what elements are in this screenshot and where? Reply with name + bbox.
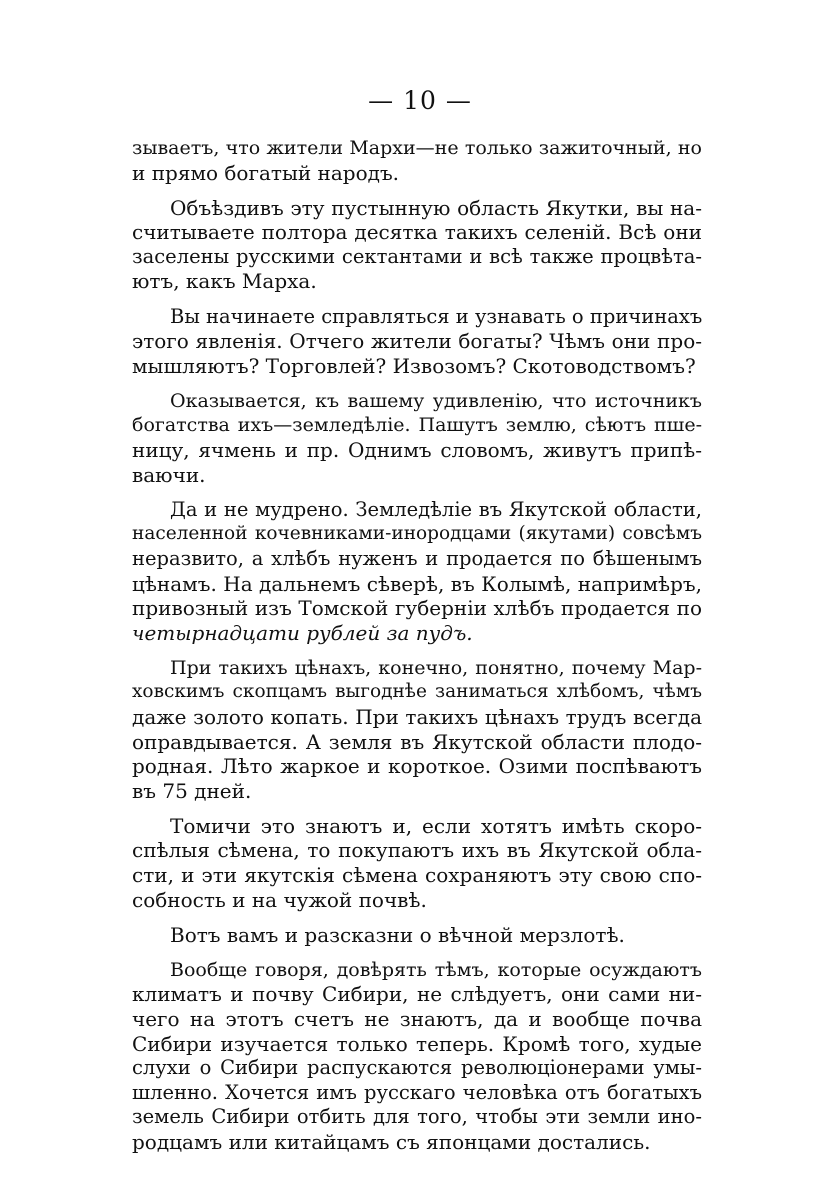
paragraph-gap xyxy=(132,645,702,656)
text-line: сти, и эти якутскія сѣмена сохраняютъ эту свою спо- xyxy=(132,863,702,888)
paragraph-gap xyxy=(132,378,702,389)
text-line: ницу, ячмень и пр. Однимъ словомъ, живутъ припѣ- xyxy=(132,438,702,463)
text-line: ютъ, какъ Марха. xyxy=(132,269,317,294)
text-line: четырнадцати рублей за пудъ. xyxy=(132,620,473,645)
paragraph-gap xyxy=(132,912,702,923)
text-line: При такихъ цѣнахъ, конечно, понятно, почему Мар- xyxy=(170,656,702,679)
text-line: цѣнамъ. На дальнемъ сѣверѣ, въ Колымѣ, напримѣръ, xyxy=(132,571,702,596)
paragraph xyxy=(132,389,702,487)
paragraph xyxy=(132,923,702,948)
text-line: даже золото копать. При такихъ цѣнахъ трудъ всегда xyxy=(132,704,702,729)
text-line: чего на этотъ счетъ не знаютъ, да и вообще почва xyxy=(132,1007,702,1031)
paragraph xyxy=(132,305,702,379)
text-line: собность и на чужой почвѣ. xyxy=(132,887,427,912)
text-line: населенной кочевниками-инородцами (якутами) совсѣмъ xyxy=(132,523,702,545)
text-line: Вы начинаете справляться и узнавать о причинахъ xyxy=(170,304,703,328)
text-line: этого явленія. Отчего жители богаты? Чѣмъ они про- xyxy=(132,329,702,354)
text-line: оправдывается. А земля въ Якутской области плодо- xyxy=(132,729,702,754)
paragraph xyxy=(132,498,702,646)
text-line: ховскимъ скопцамъ выгоднѣе заниматься хлѣбомъ, чѣмъ xyxy=(132,681,702,703)
text-line: ваючи. xyxy=(132,462,206,487)
paragraph-gap xyxy=(132,803,702,814)
paragraph-gap xyxy=(132,294,702,305)
text-line: въ 75 дней. xyxy=(132,778,252,803)
paragraph xyxy=(132,656,702,804)
text-line: слухи о Сибири распускаются революціонерами умы- xyxy=(132,1056,702,1080)
text-line: неразвито, а хлѣбъ нуженъ и продается по бѣшенымъ xyxy=(132,546,702,570)
text-line: шленно. Хочется имъ русскаго человѣка отъ богатыхъ xyxy=(132,1080,702,1104)
paragraph xyxy=(132,196,702,294)
text-line: Да и не мудрено. Земледѣліе въ Якутской области, xyxy=(170,497,702,521)
text-line: родная. Лѣто жаркое и короткое. Озими поспѣваютъ xyxy=(132,754,702,779)
text-line: считываете полтора десятка такихъ селеній. Всѣ они xyxy=(132,220,702,245)
paragraph xyxy=(132,958,702,1155)
paragraph xyxy=(132,136,702,185)
text-line: климатъ и почву Сибири, не слѣдуетъ, они сами ни- xyxy=(132,982,702,1007)
text-line: Сибири изучается только теперь. Кромѣ того, худые xyxy=(132,1031,702,1056)
text-line: богатства ихъ—земледѣліе. Пашутъ землю, сѣютъ пше- xyxy=(132,414,702,437)
text-line: и прямо богатый народъ. xyxy=(132,160,400,185)
text-line: Оказывается, къ вашему удивленію, что источникъ xyxy=(170,389,702,412)
page-number: — 10 — xyxy=(368,86,472,115)
text-line: привозный изъ Томской губерніи хлѣбъ продается по xyxy=(132,596,702,621)
text-line: Объѣздивъ эту пустынную область Якутки, вы на- xyxy=(170,195,702,220)
paragraph-gap xyxy=(132,185,702,196)
body-text xyxy=(132,136,702,1155)
paragraph-gap xyxy=(132,487,702,498)
text-line: родцамъ или китайцамъ съ японцами достались. xyxy=(132,1129,651,1154)
paragraph-gap xyxy=(132,947,702,958)
text-line: Вообще говоря, довѣрять тѣмъ, которые осуждаютъ xyxy=(170,958,702,981)
text-line: спѣлыя сѣмена, то покупаютъ ихъ въ Якутской обла- xyxy=(132,838,702,863)
text-line: земель Сибири отбить для того, чтобы эти земли ино- xyxy=(132,1105,702,1129)
text-line: заселены русскими сектантами и всѣ также процвѣта- xyxy=(132,244,702,268)
paragraph xyxy=(132,814,702,912)
text-line: Томичи это знаютъ и, если хотятъ имѣть скоро- xyxy=(170,813,702,838)
text-line: зываетъ, что жители Мархи—не только зажиточный, но xyxy=(132,137,702,159)
text-line: Вотъ вамъ и разсказни о вѣчной мерзлотѣ. xyxy=(170,922,625,947)
text-line: мышляютъ? Торговлей? Извозомъ? Скотоводствомъ? xyxy=(132,353,696,378)
